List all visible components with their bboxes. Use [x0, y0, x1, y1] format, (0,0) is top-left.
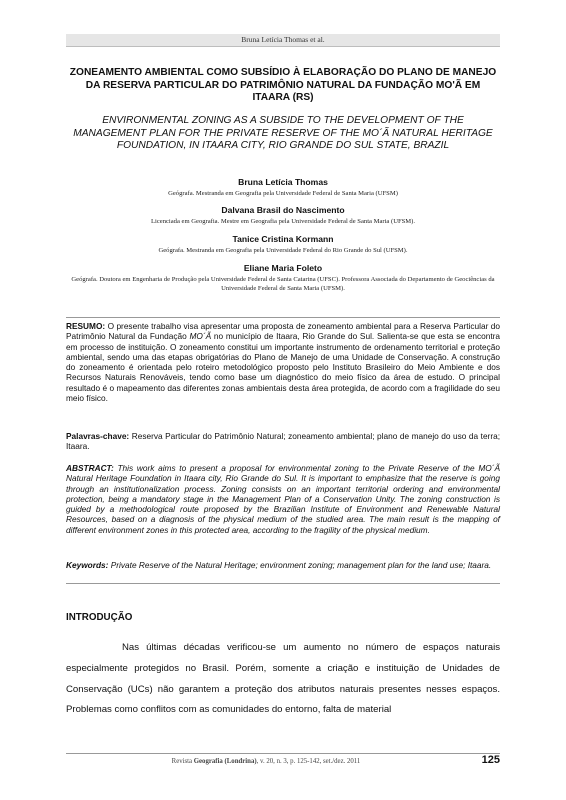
resumo-mo-a: MO´Ã: [189, 331, 212, 342]
author-name: Eliane Maria Foleto: [243, 263, 323, 273]
author-affiliation: Geógrafa. Mestranda em Geografia pela Universidade Federal do Rio Grande do Sul (UFSM).: [158, 247, 408, 254]
footer-citation-a: Revista: [171, 758, 193, 765]
author-name: Tanice Cristina Kormann: [232, 234, 334, 244]
author-name: Dalvana Brasil do Nascimento: [221, 205, 345, 215]
footer-citation-b: , v. 20, n. 3, p. 125-142, set./dez. 2011: [256, 758, 361, 765]
palavras-chave-text: Reserva Particular do Patrimônio Natural; zoneamento ambiental; plano de manejo do uso da terra; Itaara.: [66, 431, 500, 452]
footer-citation: [66, 758, 466, 765]
abstract-label: ABSTRACT:: [66, 463, 114, 473]
resumo-paragraph: [66, 321, 500, 403]
abstract-text: This work aims to present a proposal for environmental zoning to the Private Reserve of the MO´Ã Natural Heritage Foundation in Itaara city, Rio Grande do Sul. It is important to emphasize that the reserve is going through an institutionalization process. Zoning consists on an important territorial ordering and environmental protection, being a mandatory stage in the Management Plan of a Conservation Unity. The zoning construction is guided by a methodological route proposed by the Brazilian Institute of Environment and Renewable Natural Resources, based on a diagnosis of the physical medium of the studied area. The main result is the mapping of different environment zones in this protected area, according to the fragility of the physical medium.: [66, 463, 500, 535]
keywords-paragraph: [66, 560, 500, 570]
running-head-text: Bruna Letícia Thomas et al.: [241, 35, 325, 44]
resumo-label: RESUMO:: [66, 321, 106, 331]
resumo-text-a: O presente trabalho visa apresentar uma proposta de zoneamento ambiental para a Reserva Particular do Patrimônio Natural da Fundação: [66, 321, 500, 342]
author-affiliation: Geógrafa. Mestranda em Geografia pela Universidade Federal de Santa Maria (UFSM): [168, 190, 398, 197]
section-title: INTRODUÇÃO: [66, 612, 133, 623]
keywords-label: Keywords:: [66, 560, 109, 570]
keywords-text: Private Reserve of the Natural Heritage; environment zoning; management plan for the land use; Itaara.: [110, 560, 492, 570]
author-affiliation: Licenciada em Geografia. Mestre em Geografia pela Universidade Federal de Santa Maria (UFSM).: [150, 218, 415, 225]
palavras-chave-label: Palavras-chave:: [66, 431, 130, 441]
author-affiliation: Geógrafa. Doutora em Engenharia de Produção pela Universidade Federal de Santa Catarina (UFSC). Professora Associada do Departamento de Geociências da Universidade Federal de Santa Maria (UFSM).: [71, 276, 495, 292]
title-portuguese: ZONEAMENTO AMBIENTAL COMO SUBSÍDIO À ELABORAÇÃO DO PLANO DE MANEJO DA RESERVA PARTICULAR DO PATRIMÔNIO NATURAL DA FUNDAÇÃO MO'Ã EM ITAARA (RS): [69, 67, 497, 103]
footer-journal: Geografia (Londrina): [193, 758, 257, 765]
author-name: Bruna Letícia Thomas: [238, 177, 328, 187]
resumo-text-b: no município de Itaara, Rio Grande do Sul. Salienta-se que esta se encontra em processo de instituição. O zoneamento constitui um importante instrumento de ordenamento territorial e proteção ambiental, sendo uma das etapas obrigatórias do Plano de Manejo de uma Unidade de Conservação. A construção do zoneamento é orientada pelo roteiro metodológico proposto pelo Instituto Brasileiro do Meio Ambiente e dos Recursos Naturais Renováveis, tendo como base um diagnóstico do meio físico da área de estudo. O principal resultado é o mapeamento das diferentes zonas ambientais desta área protegida, de acordo com a fragilidade do seu meio físico.: [66, 331, 500, 404]
title-english: ENVIRONMENTAL ZONING AS A SUBSIDE TO THE DEVELOPMENT OF THE MANAGEMENT PLAN FOR THE PRIVATE RESERVE OF THE MO´Ã NATURAL HERITAGE FOUNDATION, IN ITAARA CITY, RIO GRANDE DO SUL STATE, BRAZIL: [73, 115, 493, 151]
footer-divider: [66, 753, 500, 754]
page-number: 125: [481, 754, 500, 766]
abstract-paragraph: [66, 463, 500, 535]
palavras-chave-paragraph: [66, 431, 500, 452]
introduction-paragraph: Nas últimas décadas verificou-se um aumento no número de espaços naturais especialmente protegidos no Brasil. Porém, somente a criação e instituição de Unidades de Conservação (UCs) não garantem a proteção dos atributos naturais presentes nesses espaços. Problemas como conflitos com as comunidades do entorno, falta de material: [66, 642, 500, 716]
running-header: [66, 34, 500, 47]
